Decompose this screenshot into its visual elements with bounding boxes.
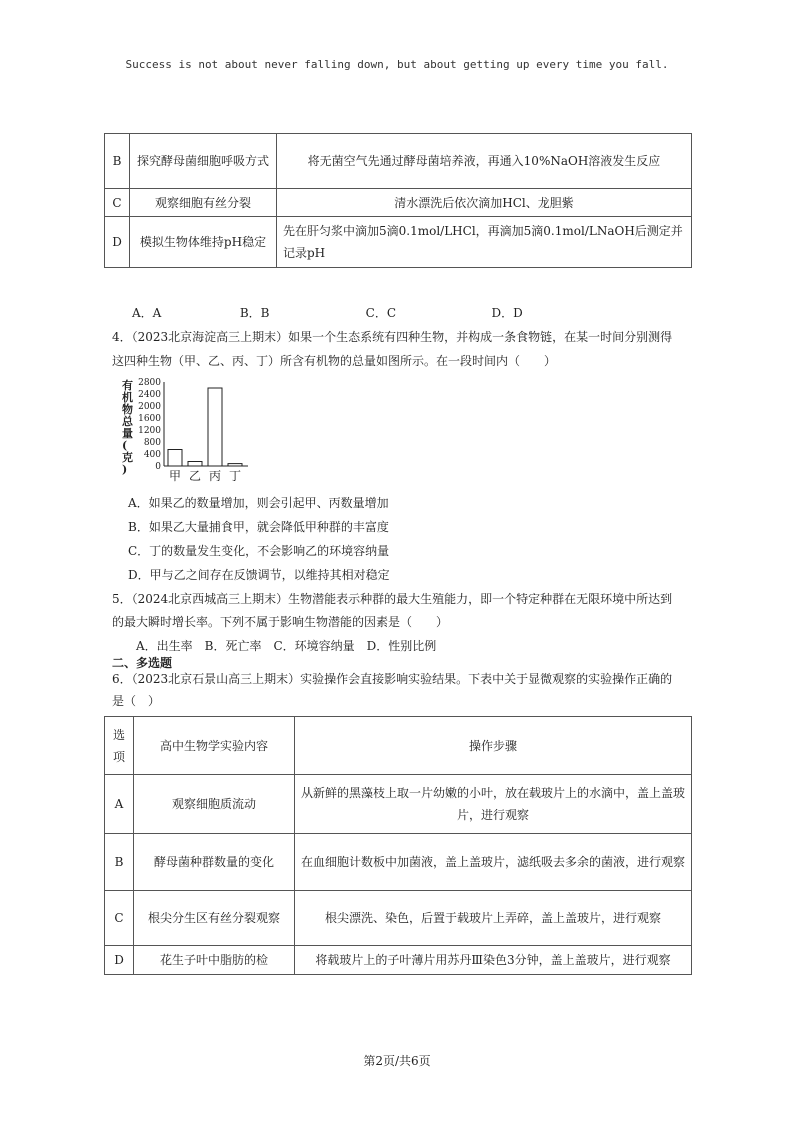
bar-0 [168, 450, 182, 467]
content-cell: 酵母菌种群数量的变化 [134, 834, 295, 891]
section-heading: 二、多选题 [112, 656, 173, 670]
q3-option-d[interactable]: D．D [491, 306, 523, 320]
y-tick-label: 2800 [138, 378, 161, 388]
q6-stem-line2: 是（ ） [112, 694, 161, 708]
steps-cell: 将无菌空气先通过酵母菌培养液，再通入10%NaOH溶液发生反应 [277, 134, 692, 189]
table-header-row [105, 717, 692, 775]
steps-cell: 清水漂洗后依次滴加HCl、龙胆紫 [277, 189, 692, 217]
table-row [105, 891, 692, 946]
header-motto: Success is not about never falling down, but about getting up every time you fall. [125, 58, 669, 71]
table-row [105, 946, 692, 975]
y-ticks [138, 378, 161, 472]
q3-option-b[interactable]: B．B [239, 306, 270, 320]
header-content: 高中生物学实验内容 [134, 717, 295, 775]
y-axis-label: 有机物总量(克) [122, 379, 133, 476]
steps-cell: 先在肝匀浆中滴加5滴0.1mol/LHCl，再滴加5滴0.1mol/LNaOH后测定并记录pH [277, 217, 692, 268]
steps-cell: 在血细胞计数板中加菌液，盖上盖玻片，滤纸吸去多余的菌液，进行观察 [295, 834, 692, 891]
table-row [105, 217, 692, 268]
table-row [105, 775, 692, 834]
option-cell: D [105, 217, 130, 268]
bars [168, 388, 242, 466]
q3-option-a[interactable]: A．A [132, 306, 162, 320]
q4-option-b[interactable]: B．如果乙大量捕食甲，就会降低甲种群的丰富度 [128, 520, 389, 534]
option-cell: A [105, 775, 134, 834]
biomass-bar-chart [120, 378, 260, 484]
experiment-table-2 [104, 716, 692, 975]
q3-options [132, 304, 523, 321]
q5-stem-line2: 的最大瞬时增长率。下列不属于影响生物潜能的因素是（ ） [112, 615, 449, 629]
x-ticks [169, 469, 241, 483]
option-cell: B [105, 134, 130, 189]
content-cell: 花生子叶中脂肪的检 [134, 946, 295, 975]
q4-option-d[interactable]: D．甲与乙之间存在反馈调节，以维持其相对稳定 [128, 568, 390, 582]
x-tick-label: 甲 [168, 469, 182, 483]
content-cell: 观察细胞有丝分裂 [130, 189, 277, 217]
y-tick-label: 2400 [138, 390, 161, 400]
q5-options[interactable]: A．出生率 B．死亡率 C．环境容纳量 D．性别比例 [136, 639, 437, 653]
header-steps: 操作步骤 [295, 717, 692, 775]
experiment-table-1 [104, 133, 692, 268]
content-cell: 模拟生物体维持pH稳定 [130, 217, 277, 268]
table-row [105, 834, 692, 891]
y-tick-label: 400 [143, 450, 161, 460]
y-tick-label: 1200 [138, 426, 161, 436]
option-cell: B [105, 834, 134, 891]
q4-stem-line1: 4．（2023北京海淀高三上期末）如果一个生态系统有四种生物，并构成一条食物链，在某一时间分别测得 [112, 330, 673, 344]
content-cell: 探究酵母菌细胞呼吸方式 [130, 134, 277, 189]
option-cell: C [105, 891, 134, 946]
steps-cell: 将载玻片上的子叶薄片用苏丹Ⅲ染色3分钟，盖上盖玻片，进行观察 [295, 946, 692, 975]
steps-cell: 根尖漂洗、染色，后置于载玻片上弄碎，盖上盖玻片，进行观察 [295, 891, 692, 946]
q5-stem-line1: 5．（2024北京西城高三上期末）生物潜能表示种群的最大生殖能力，即一个特定种群在无限环境中所达到 [112, 592, 673, 606]
table-row [105, 189, 692, 217]
page-number: 第2页/共6页 [363, 1054, 431, 1068]
x-tick-label: 丁 [228, 469, 242, 483]
option-cell: C [105, 189, 130, 217]
option-cell: D [105, 946, 134, 975]
y-tick-label: 1600 [138, 414, 161, 424]
q3-option-c[interactable]: C．C [365, 306, 397, 320]
content-cell: 观察细胞质流动 [134, 775, 295, 834]
bar-3 [228, 464, 242, 466]
y-tick-label: 800 [143, 438, 161, 448]
steps-cell: 从新鲜的黑藻枝上取一片幼嫩的小叶，放在载玻片上的水滴中，盖上盖玻片，进行观察 [295, 775, 692, 834]
q4-stem-line2: 这四种生物（甲、乙、丙、丁）所含有机物的总量如图所示。在一段时间内（ ） [112, 354, 557, 368]
bar-1 [188, 462, 202, 467]
y-tick-label: 2000 [138, 402, 161, 412]
q4-option-c[interactable]: C．丁的数量发生变化，不会影响乙的环境容纳量 [128, 544, 390, 558]
bar-2 [208, 388, 222, 466]
x-tick-label: 乙 [188, 469, 202, 483]
y-tick-label: 0 [155, 462, 161, 472]
content-cell: 根尖分生区有丝分裂观察 [134, 891, 295, 946]
header-option: 选项 [105, 717, 134, 775]
x-tick-label: 丙 [208, 469, 222, 483]
q6-stem-line1: 6．（2023北京石景山高三上期末）实验操作会直接影响实验结果。下表中关于显微观察的实验操作正确的 [112, 672, 673, 686]
q4-option-a[interactable]: A．如果乙的数量增加，则会引起甲、丙数量增加 [128, 496, 389, 510]
table-row [105, 134, 692, 189]
